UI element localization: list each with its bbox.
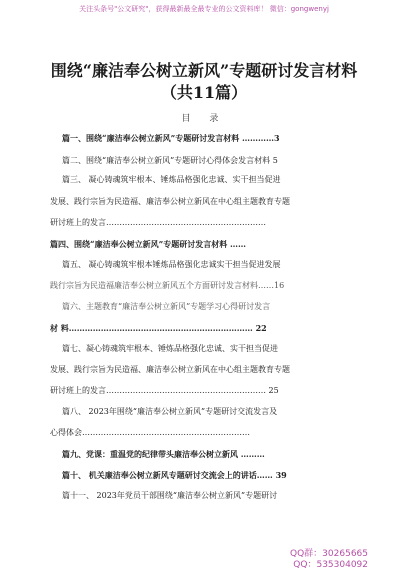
toc-line: 篇十一、 2023年党员干部围绕“廉洁奉公树立新风”专题研讨 [62, 491, 278, 500]
toc-line: 研讨班上的发言…………………………………………………… [50, 218, 266, 227]
toc-line: 篇二、围绕“廉洁奉公树立新风”专题研讨心得体会发言材料 5 [62, 156, 278, 165]
toc-line: 践行宗旨为民造福廉洁奉公树立新风五个方面研讨发言材料……16 [50, 281, 285, 290]
toc-line: 篇七、凝心铸魂筑牢根本、锤炼品格强化忠诚、实干担当促进 [62, 344, 278, 353]
toc-heading: 目 录 [181, 114, 227, 124]
toc-line: 篇九、党课：重温党的纪律带头廉洁奉公树立新风 ……… [62, 449, 265, 459]
toc-line: 篇一、围绕“廉洁奉公树立新风”专题研讨发言材料 …………3 [62, 133, 280, 143]
toc-line: 研讨班上的发言…………………………………………………… 25 [50, 386, 279, 395]
toc-line: 篇四、围绕“廉洁奉公树立新风”专题研讨发言材料 …… [50, 239, 246, 249]
watermark-qq: QQ：535304092 [293, 560, 368, 570]
toc-line: 篇六、主题教育“廉洁奉公树立新风”专题学习心得研讨发言 [62, 302, 271, 311]
watermark-qq-group: QQ群：30265665 [290, 549, 368, 559]
toc-line: 篇五、 凝心铸魂筑牢根本锤炼品格强化忠诚实干担当促进发展 [62, 260, 281, 269]
toc-line: 篇十、 机关廉洁奉公树立新风专题研讨交流会上的讲话…… 39 [62, 470, 287, 480]
toc-line: 发展、践行宗旨为民造福、廉洁奉公树立新风在中心组主题教育专题 [50, 365, 290, 374]
toc-line: 篇三、 凝心铸魂筑牢根本、锤炼品格强化忠诚、实干担当促进 [62, 175, 281, 184]
toc-line: 发展、践行宗旨为民造福、廉洁奉公树立新风在中心组主题教育专题 [50, 197, 290, 206]
top-banner: 关注头条号"公文研究"，获得最新最全最专业的公文资料库！ 微信：gongwenyj [79, 5, 329, 13]
toc-line: 篇八、 2023年围绕“廉洁奉公树立新风”专题研讨交流发言及 [62, 407, 278, 416]
toc-line: 心得体会……………………………………………………… [50, 428, 250, 437]
toc-line: 材 料…………………………………………………………… 22 [50, 323, 267, 333]
document-title: 围绕“廉洁奉公树立新风”专题研讨发言材料（共11篇） [50, 61, 358, 102]
